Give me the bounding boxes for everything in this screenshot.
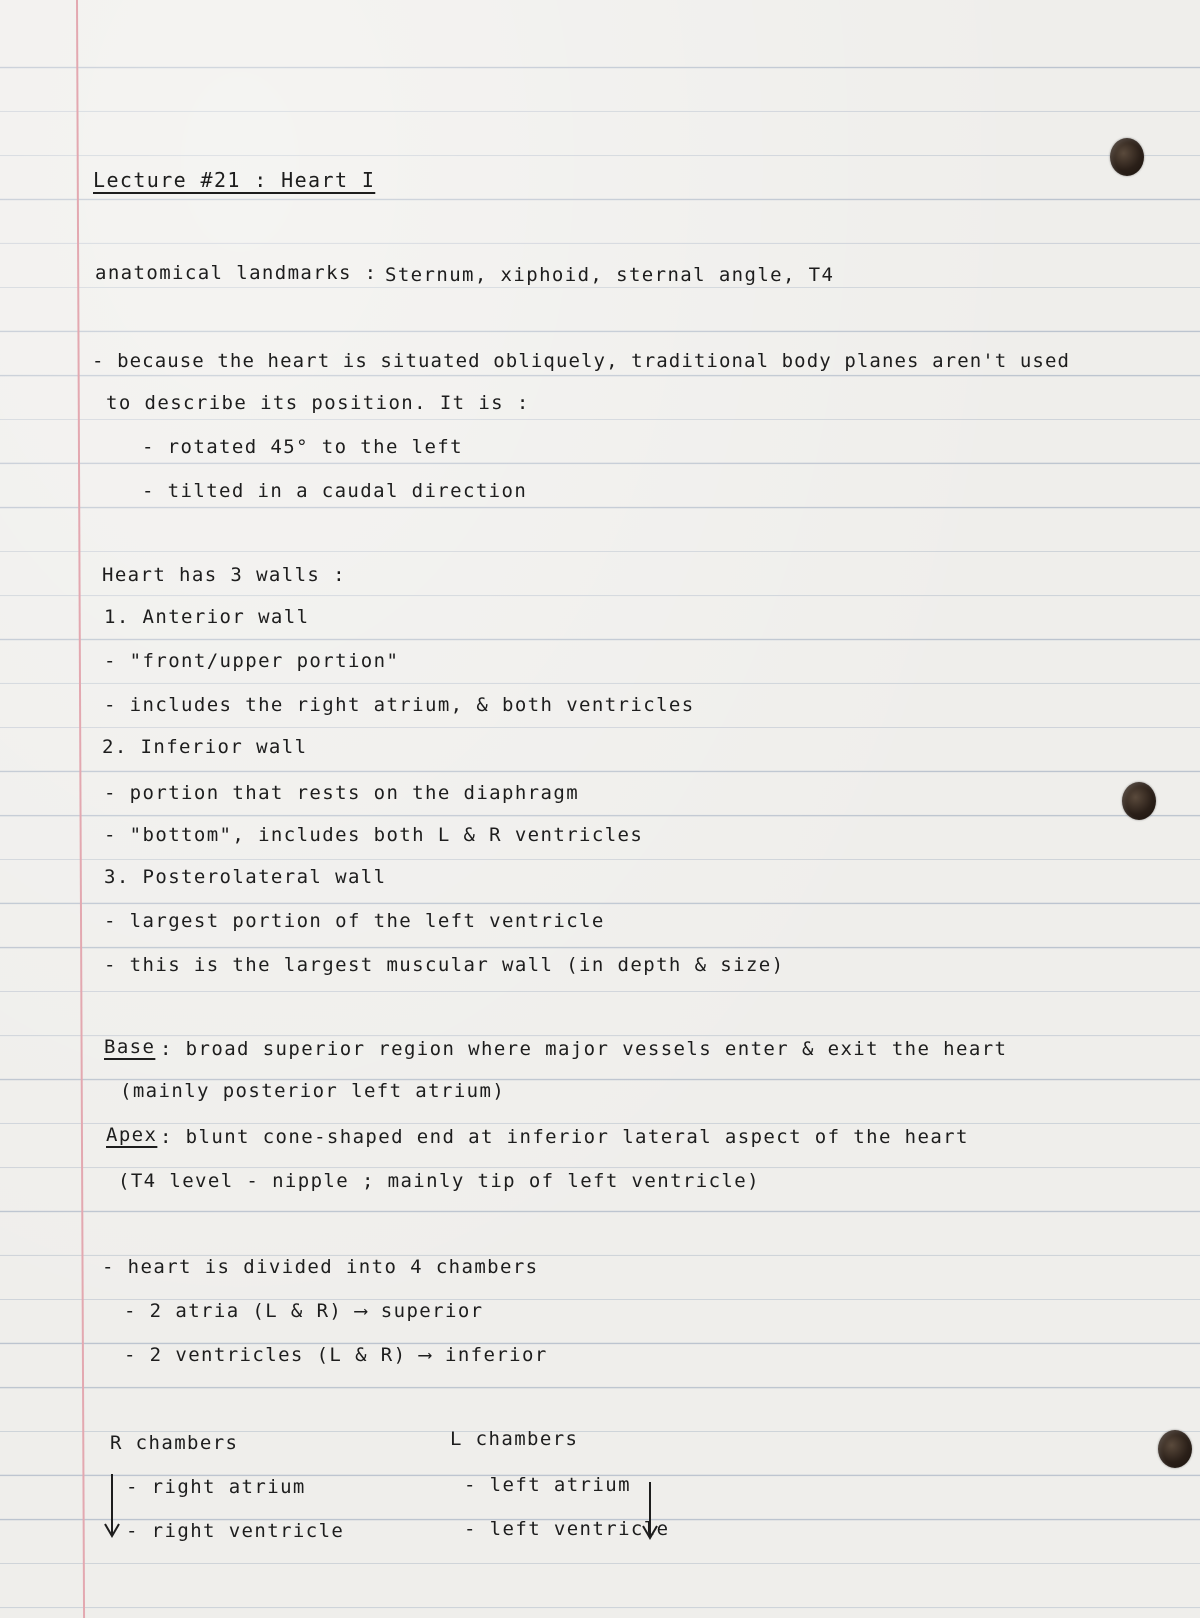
apex-label: Apex bbox=[106, 1124, 158, 1146]
right-chambers-item: - right atrium bbox=[126, 1476, 306, 1498]
down-arrow-icon bbox=[102, 1472, 122, 1542]
left-chambers-item: - left atrium bbox=[464, 1474, 631, 1496]
punch-hole bbox=[1122, 782, 1156, 820]
position-note-line2: to describe its position. It is : bbox=[106, 392, 530, 414]
down-arrow-icon bbox=[640, 1480, 660, 1544]
position-bullet: - tilted in a caudal direction bbox=[142, 480, 528, 502]
wall-bullet: - includes the right atrium, & both ventricles bbox=[104, 694, 695, 716]
chambers-intro: - heart is divided into 4 chambers bbox=[102, 1256, 539, 1278]
apex-text: : blunt cone-shaped end at inferior lateral aspect of the heart bbox=[160, 1126, 969, 1148]
right-chambers-item: - right ventricle bbox=[126, 1520, 345, 1542]
wall-bullet: - "bottom", includes both L & R ventricles bbox=[104, 824, 644, 846]
wall-bullet: - portion that rests on the diaphragm bbox=[104, 782, 580, 804]
wall-bullet: - this is the largest muscular wall (in depth & size) bbox=[104, 954, 785, 976]
wall-title: 2. Inferior wall bbox=[102, 736, 308, 758]
right-chambers-heading: R chambers bbox=[110, 1432, 239, 1454]
left-chambers-item: - left ventricle bbox=[464, 1518, 670, 1540]
base-label: Base bbox=[104, 1036, 156, 1058]
left-chambers-heading: L chambers bbox=[450, 1428, 579, 1450]
landmarks-items: Sternum, xiphoid, sternal angle, T4 bbox=[385, 264, 835, 286]
page-title: Lecture #21 : Heart I bbox=[93, 168, 376, 192]
apex-text: (T4 level - nipple ; mainly tip of left ventricle) bbox=[118, 1170, 760, 1192]
base-text: (mainly posterior left atrium) bbox=[120, 1080, 506, 1102]
chambers-ventricles: - 2 ventricles (L & R) ⟶ inferior bbox=[124, 1344, 548, 1366]
walls-heading: Heart has 3 walls : bbox=[102, 564, 346, 586]
wall-title: 1. Anterior wall bbox=[104, 606, 310, 628]
margin-line bbox=[76, 0, 85, 1618]
punch-hole bbox=[1158, 1430, 1192, 1468]
wall-bullet: - "front/upper portion" bbox=[104, 650, 400, 672]
wall-bullet: - largest portion of the left ventricle bbox=[104, 910, 605, 932]
punch-hole bbox=[1110, 138, 1144, 176]
chambers-atria: - 2 atria (L & R) ⟶ superior bbox=[124, 1300, 484, 1322]
landmarks-label: anatomical landmarks : bbox=[95, 262, 378, 284]
wall-title: 3. Posterolateral wall bbox=[104, 866, 387, 888]
position-note-line1: - because the heart is situated obliquely, traditional body planes aren't used bbox=[92, 350, 1071, 372]
base-text: : broad superior region where major vessels enter & exit the heart bbox=[160, 1038, 1008, 1060]
position-bullet: - rotated 45° to the left bbox=[142, 436, 463, 458]
